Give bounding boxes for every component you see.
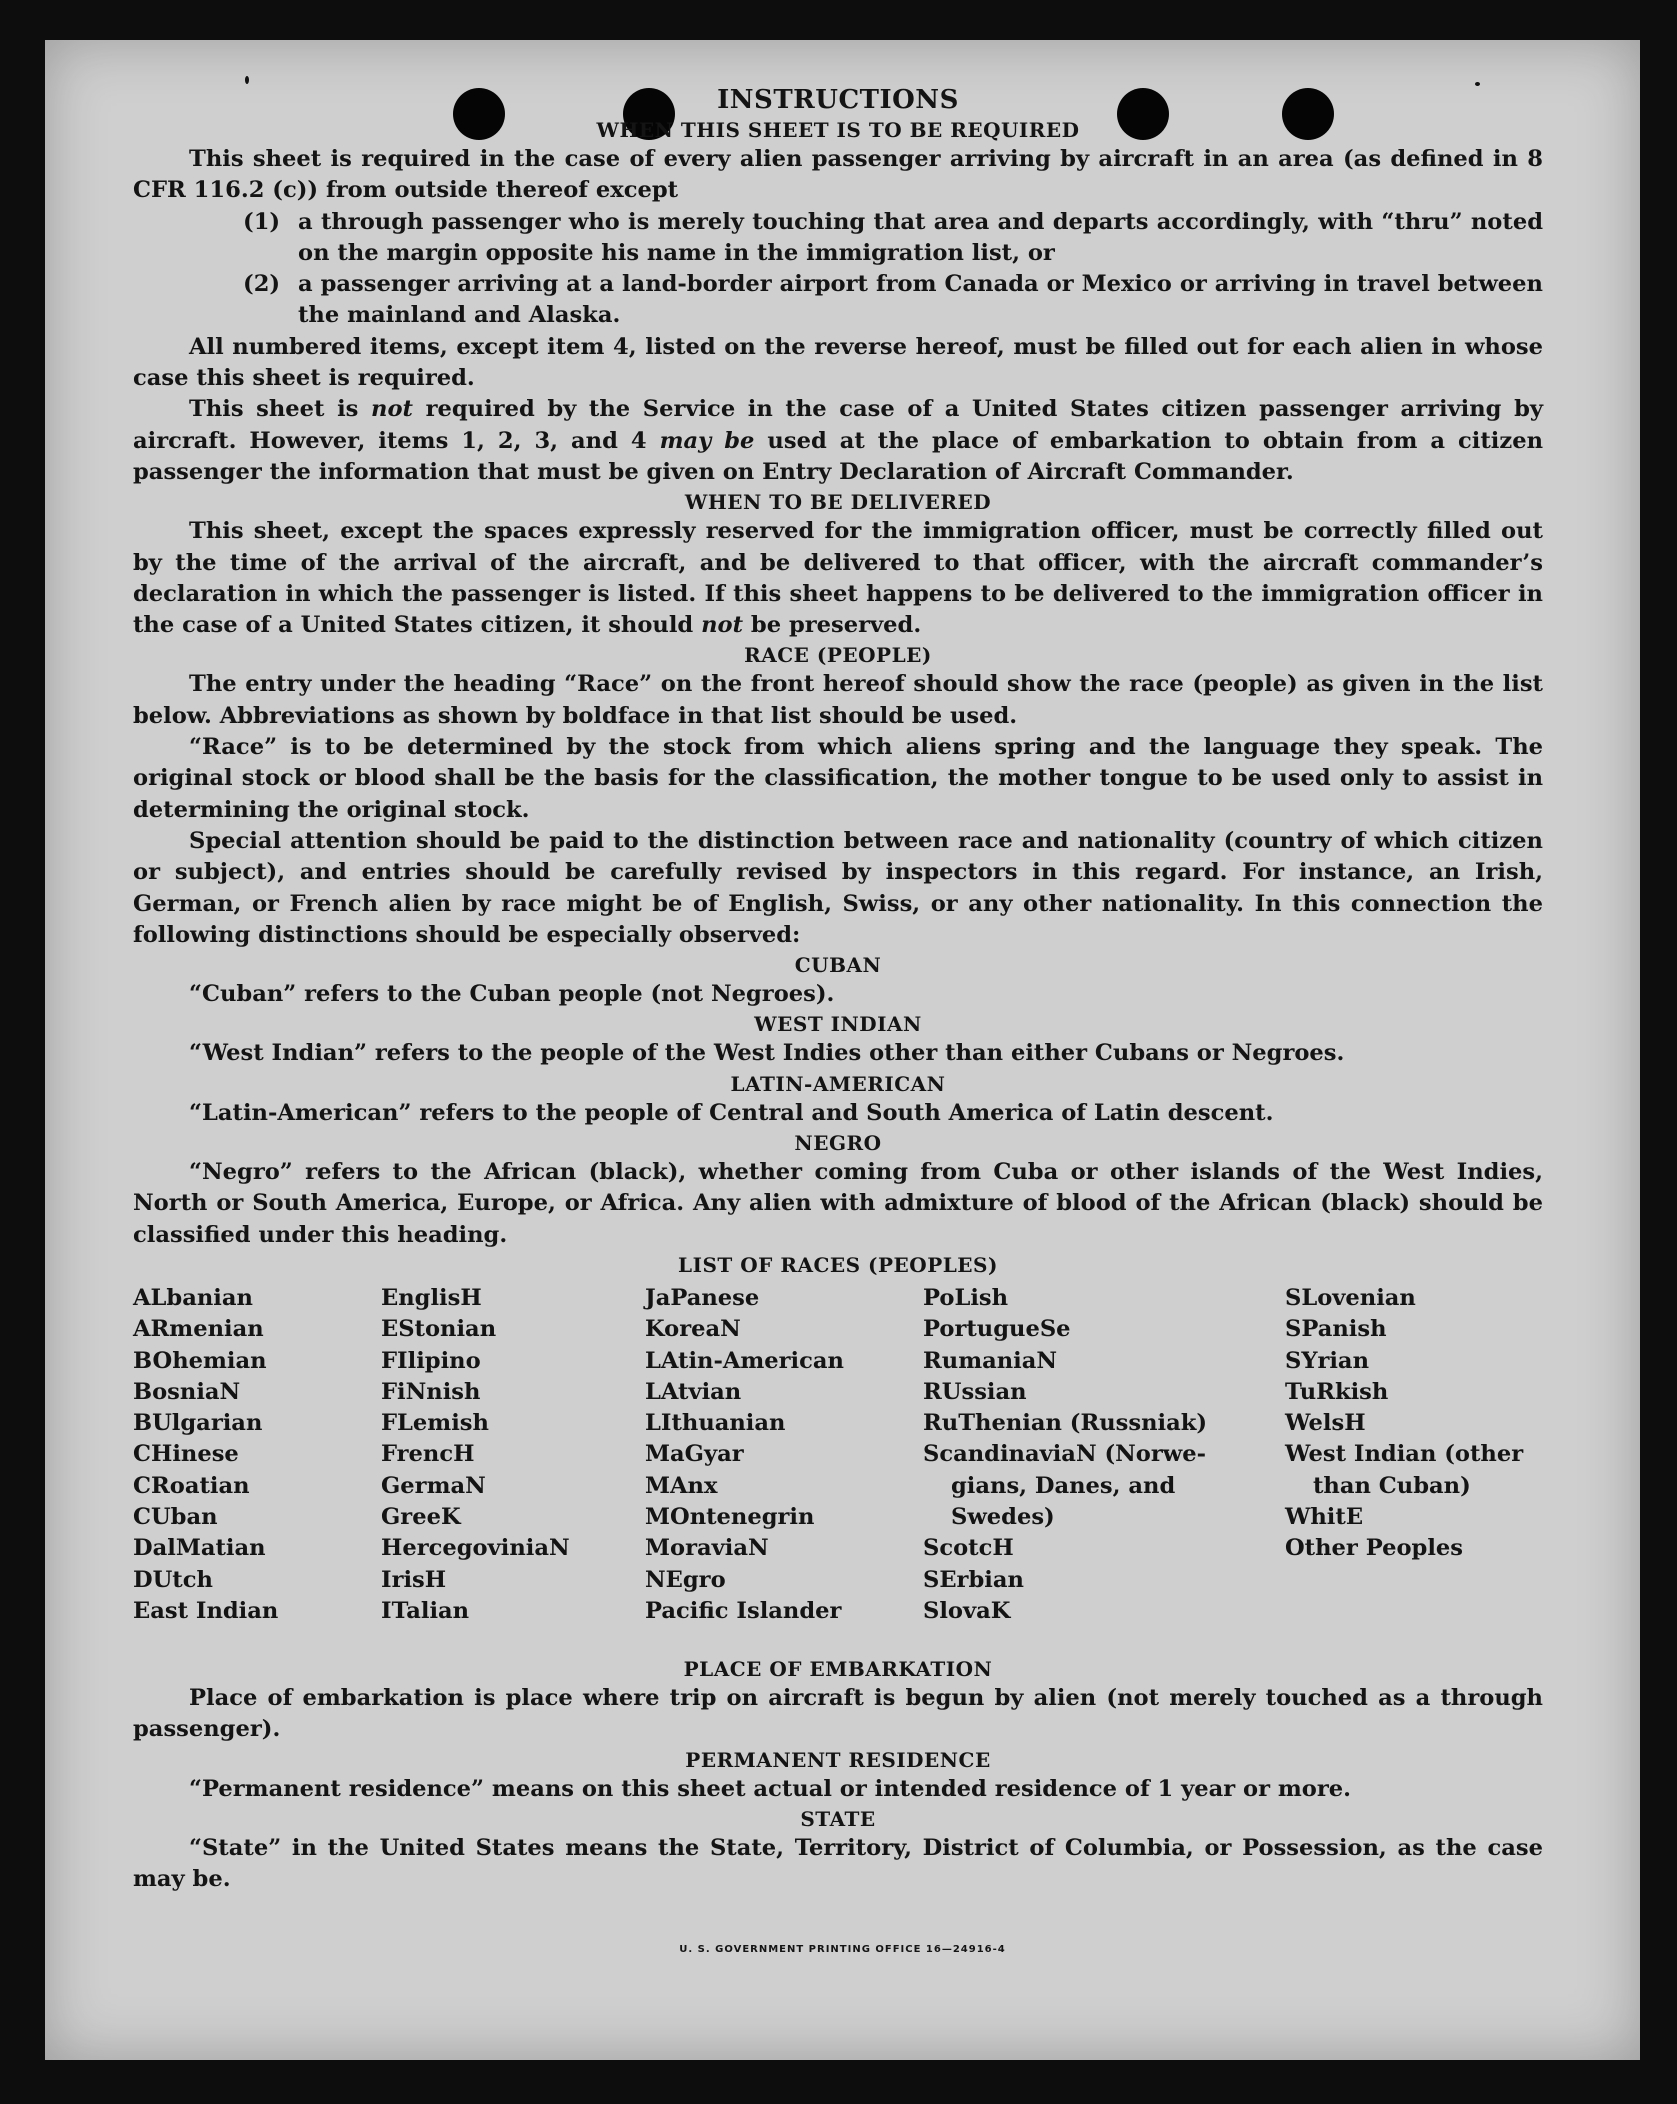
race-entry: MaGyar: [645, 1441, 744, 1468]
race-entry: ScotcH: [923, 1535, 1014, 1562]
race-paragraph-1: The entry under the heading “Race” on the front hereof should show the race (people) as given in the list below. Abbreviations as shown by boldface in that list should be used.: [133, 671, 1543, 729]
race-paragraph-3: Special attention should be paid to the distinction between race and nationality (country of which citizen or subject), and entries should be carefully revised by inspectors in this regard. For instance, an Irish, German, or French alien by race might be of English, Swiss, or any other nationality. In this connection the following distinctions should be especially observed:: [133, 827, 1543, 948]
item-number: (2): [243, 271, 281, 298]
exception-item: [133, 269, 1543, 332]
heading-cuban: CUBAN: [794, 953, 882, 978]
race-entry: GermaN: [381, 1472, 486, 1499]
text-run: be preserved.: [743, 612, 922, 639]
race-entry: SErbian: [923, 1566, 1024, 1593]
race-entry: LAtvian: [645, 1378, 742, 1405]
emphasis: not: [371, 396, 413, 423]
race-entry: RUssian: [923, 1378, 1027, 1405]
delivered-paragraph: [133, 516, 1543, 641]
embarkation-definition: Place of embarkation is place where trip on aircraft is begun by alien (not merely touched as a through passenger).: [133, 1684, 1543, 1743]
race-entry: SYrian: [1285, 1347, 1369, 1374]
race-entry: PoLish: [923, 1284, 1009, 1311]
west-indian-definition: “West Indian” refers to the people of the West Indies other than either Cubans or Negroes.: [189, 1040, 1345, 1067]
race-column-4: [923, 1283, 1207, 1627]
race-entry: WhitE: [1285, 1503, 1364, 1530]
race-entry: KoreaN: [645, 1316, 741, 1343]
race-entry: ALbanian: [133, 1284, 253, 1311]
heading-west-indian: WEST INDIAN: [754, 1012, 922, 1037]
race-entry: BosniaN: [133, 1378, 241, 1405]
race-entry: LAtin-American: [645, 1347, 844, 1374]
cuban-definition: “Cuban” refers to the Cuban people (not Negroes).: [189, 981, 835, 1008]
race-entry: MOntenegrin: [645, 1503, 815, 1530]
race-entry: ScandinaviaN (Norwe-: [923, 1441, 1206, 1468]
race-entry: SPanish: [1285, 1316, 1387, 1343]
text-run: required by the Service in the case of a United States citizen passenger arriving by aircraft. However, items 1, 2, 3, and 4: [133, 396, 1543, 454]
heading-when-delivered: WHEN TO BE DELIVERED: [684, 490, 992, 515]
instructions-body: [133, 84, 1543, 1895]
race-entry: CHinese: [133, 1441, 239, 1468]
heading-place-of-embarkation: PLACE OF EMBARKATION: [683, 1656, 993, 1681]
race-entry: DUtch: [133, 1566, 213, 1593]
text-run: used at the place of embarkation to obtain from a citizen passenger the information that must be given on Entry Declaration of Aircraft Commander.: [133, 427, 1543, 485]
race-entry: RumaniaN: [923, 1347, 1058, 1374]
race-entry: FLemish: [381, 1410, 489, 1437]
required-intro: This sheet is required in the case of every alien passenger arriving by aircraft in an area (as defined in 8 CFR 116.2 (c)) from outside thereof except: [133, 146, 1543, 204]
race-entry: RuThenian (Russniak): [923, 1410, 1208, 1437]
race-column-5: [1285, 1283, 1523, 1565]
race-entry: Other Peoples: [1285, 1535, 1463, 1562]
item-text: a passenger arriving at a land-border airport from Canada or Mexico or arriving in travel between the mainland and Alaska.: [298, 271, 1543, 329]
race-entry: CRoatian: [133, 1472, 250, 1499]
latin-american-definition: “Latin-American” refers to the people of Central and South America of Latin descent.: [189, 1099, 1274, 1126]
race-entry: FiNnish: [381, 1378, 481, 1405]
race-entry: HercegoviniaN: [381, 1535, 570, 1562]
race-column-1: [133, 1283, 278, 1627]
heading-permanent-residence: PERMANENT RESIDENCE: [685, 1747, 991, 1772]
race-entry: NEgro: [645, 1566, 726, 1593]
race-entry: WelsH: [1285, 1410, 1366, 1437]
race-entry: SlovaK: [923, 1597, 1011, 1624]
race-entry: BUlgarian: [133, 1410, 263, 1437]
race-column-3: [645, 1283, 844, 1627]
race-entry: TuRkish: [1285, 1378, 1389, 1405]
race-entry: ARmenian: [133, 1316, 264, 1343]
exception-item: [133, 207, 1543, 270]
heading-when-required: WHEN THIS SHEET IS TO BE REQUIRED: [596, 118, 1080, 142]
race-entry: PortugueSe: [923, 1316, 1071, 1343]
race-entry: DalMatian: [133, 1535, 266, 1562]
residence-definition: “Permanent residence” means on this sheet actual or intended residence of 1 year or more.: [189, 1775, 1352, 1802]
page-title: INSTRUCTIONS: [717, 85, 959, 115]
item-number: (1): [243, 208, 281, 235]
text-run: This sheet is: [189, 396, 372, 423]
text-run: This sheet, except the spaces expressly reserved for the immigration officer, must be correctly filled out by the time of the arrival of the aircraft, and be delivered to that officer, with the aircraft commander’s declaration in which the passenger is listed. If this sheet happens to be delivered to the immigration officer in the case of a United States citizen, it should: [133, 518, 1543, 639]
race-paragraph-2: “Race” is to be determined by the stock from which aliens spring and the language they speak. The original stock or blood shall be the basis for the classification, the mother tongue to be used only to assist in determining the original stock.: [133, 734, 1543, 823]
numbered-items-paragraph: All numbered items, except item 4, listed on the reverse hereof, must be filled out for each alien in whose case this sheet is required.: [133, 333, 1543, 392]
heading-state: STATE: [800, 1806, 876, 1831]
emphasis: may be: [659, 427, 755, 454]
race-entry: MAnx: [645, 1472, 718, 1499]
race-list: [133, 1283, 1543, 1653]
item-text: a through passenger who is merely touching that area and departs accordingly, with “thru” noted on the margin opposite his name in the immigration list, or: [298, 208, 1543, 266]
race-column-2: [381, 1283, 570, 1627]
document-sheet: [45, 40, 1640, 2060]
race-entry: EnglisH: [381, 1284, 482, 1311]
state-definition: “State” in the United States means the State, Territory, District of Columbia, or Possession, as the case may be.: [133, 1834, 1543, 1893]
race-entry: JaPanese: [645, 1284, 760, 1311]
race-entry: gians, Danes, and: [951, 1472, 1176, 1499]
citizen-paragraph: [133, 394, 1543, 488]
heading-negro: NEGRO: [794, 1131, 882, 1156]
race-entry: West Indian (other: [1285, 1441, 1524, 1468]
negro-definition: “Negro” refers to the African (black), whether coming from Cuba or other islands of the West Indies, North or South America, Europe, or Africa. Any alien with admixture of blood of the African (black) should be classified under this heading.: [133, 1159, 1543, 1248]
race-entry: East Indian: [133, 1597, 279, 1624]
race-entry: LIthuanian: [645, 1410, 786, 1437]
race-entry: than Cuban): [1313, 1472, 1471, 1499]
race-entry: IrisH: [381, 1566, 447, 1593]
race-entry: ITalian: [381, 1597, 470, 1624]
ink-speck: [245, 76, 249, 84]
race-entry: EStonian: [381, 1316, 497, 1343]
printing-office-imprint: U. S. GOVERNMENT PRINTING OFFICE 16—24916-4: [679, 1944, 1006, 1955]
heading-race: RACE (PEOPLE): [744, 643, 932, 668]
race-entry: SLovenian: [1285, 1284, 1416, 1311]
race-entry: BOhemian: [133, 1347, 267, 1374]
race-entry: GreeK: [381, 1503, 461, 1530]
race-entry: FIlipino: [381, 1347, 481, 1374]
race-entry: Swedes): [951, 1503, 1055, 1530]
heading-latin-american: LATIN-AMERICAN: [730, 1071, 946, 1096]
emphasis: not: [701, 612, 744, 639]
race-entry: Pacific Islander: [645, 1597, 842, 1624]
race-entry: FrencH: [381, 1441, 475, 1468]
race-entry: MoraviaN: [645, 1535, 769, 1562]
race-entry: CUban: [133, 1503, 218, 1530]
heading-list-of-races: LIST OF RACES (PEOPLES): [678, 1252, 998, 1277]
